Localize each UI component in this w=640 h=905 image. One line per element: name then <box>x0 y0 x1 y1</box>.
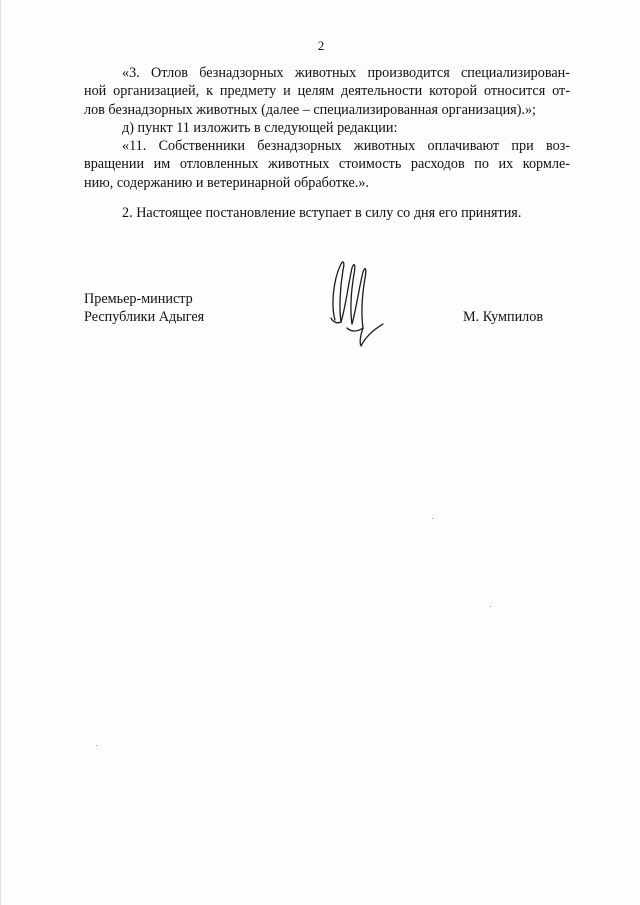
handwritten-signature <box>321 258 401 350</box>
text-line: д) пункт 11 изложить в следующей редакции: <box>122 120 398 136</box>
scan-speck <box>490 606 491 607</box>
paragraph-effective-date <box>84 204 570 222</box>
page-number: 2 <box>317 38 325 53</box>
text-line: «11. Собственники безнадзорных животных оплачивают при воз- <box>122 138 570 154</box>
text-line: 2. Настоящее постановление вступает в силу со дня его принятия. <box>122 205 522 221</box>
paragraph-point-11 <box>84 137 570 192</box>
text-line: «3. Отлов безнадзорных животных производится специализирован- <box>122 65 570 81</box>
text-line: вращении им отловленных животных стоимость расходов по их кормле- <box>84 156 570 173</box>
signatory-title-line-2: Республики Адыгея <box>84 309 205 326</box>
scan-speck <box>96 745 97 746</box>
paragraph-subpoint-d <box>84 119 570 137</box>
text-line: ной организацией, к предмету и целям деятельности которой относится от- <box>84 83 570 100</box>
text-line: нию, содержанию и ветеринарной обработке.». <box>84 174 369 191</box>
signatory-title-line-1: Премьер-министр <box>84 291 193 307</box>
signatory-title <box>84 290 204 327</box>
scan-speck <box>432 518 433 519</box>
signatory-name: М. Кумпилов <box>463 309 544 325</box>
paragraph-point-3 <box>84 64 570 119</box>
text-line: лов безнадзорных животных (далее – специализированная организация).»; <box>84 101 536 118</box>
